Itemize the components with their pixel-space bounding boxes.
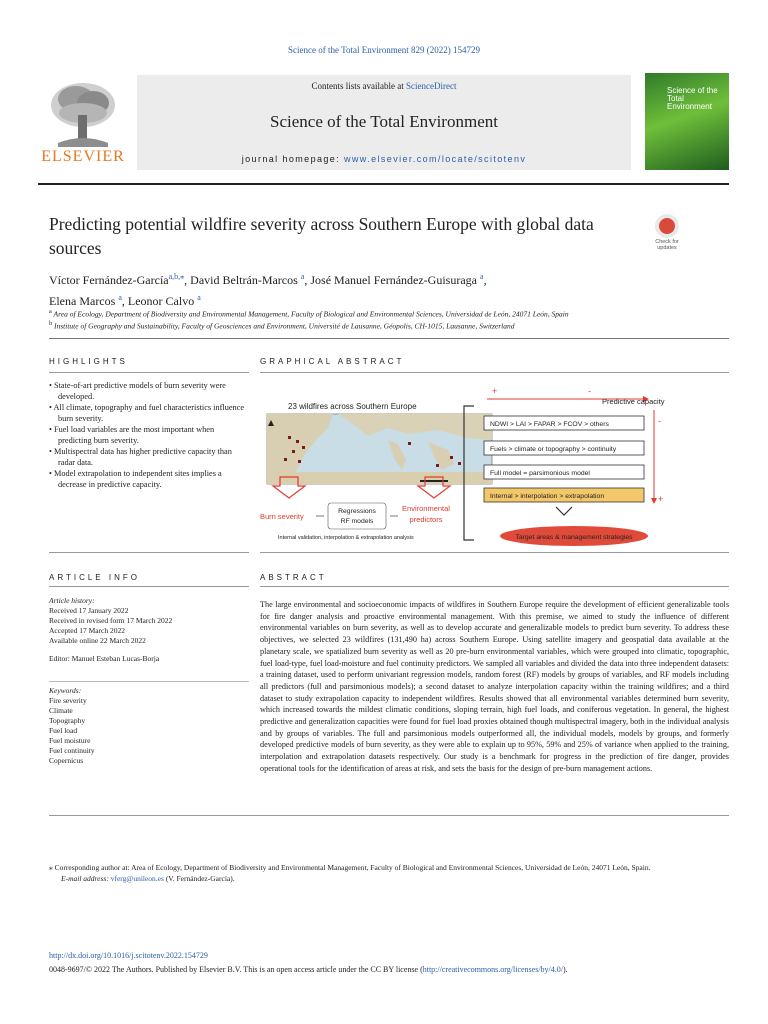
editor: Editor: Manuel Esteban Lucas-Borja <box>49 654 160 663</box>
check-updates-label: Check for updates <box>655 239 679 251</box>
author-name[interactable]: David Beltrán-Marcos <box>190 273 298 287</box>
list-item: • Model extrapolation to independent sites implies a decrease in predictive capacity. <box>49 468 249 490</box>
list-item: • All climate, topography and fuel characteristics influence burn severity. <box>49 402 249 424</box>
author-list <box>49 268 669 310</box>
abstract-heading: ABSTRACT <box>260 573 327 582</box>
abstract-text: The large environmental and socioeconomic impacts of wildfires in Southern Europe require the development of efficient generalizable tools for fire danger analysis and proactive environmental management. With this premise, we aimed to study the influence of different environmental variables on burn severity, as well as to develop accurate and generalizable models to predict burn severity. To address these objectives, we selected 23 wildfires (131,490 ha) across Southern Europe. Using satellite imagery and geospatial data available at the planetary scale, we spatialized burn severity as well as 20 pre-burn environmental variables, which were grouped into climatic, topographic, fuel load-type, fuel load-moisture and fuel continuity predictors. We sampled all variables and divided the data into three independent datasets: a training dataset, used to perform univariant regression models, random forest (RF) models by groups of variables, and RF models including all predictors (full and parsimonious models); a second dataset to analyze interpolation capacity within the training wildfires; and a third dataset to study extrapolation capacity to independent wildfires. Results showed that all environmental variables determined burn severity, which increased towards the mildest climatic conditions, sloping terrain, high fuel loads, and coniferous vegetation. In general, the highest predictive and generalization capacities were found for fuel load proxies obtained though multispectral imagery, both in the individual analysis and by groups of variables. The full and parsimonious models outperformed all, the individual models, models by groups, and formerly developed predictive models of burn severity, as they were able to explain up to 95%, 59% and 25% of variance when applied to the training, interpolation and extrapolation datasets respectively. Our study is a benchmark for progress in the prediction of fire danger, provides operational tools for the identification of areas at risk, and sets the basis for the design of pre-burn management actions. <box>260 600 729 773</box>
check-updates-icon <box>655 214 679 238</box>
author-separator: , <box>121 294 128 308</box>
license-line <box>49 965 729 974</box>
article-info-rule <box>49 586 249 587</box>
article-info-divider <box>49 681 249 682</box>
map-title: 23 wildfires across Southern Europe <box>288 402 417 411</box>
author-name[interactable]: Elena Marcos <box>49 294 116 308</box>
contents-prefix: Contents lists available at <box>311 81 406 91</box>
email-label: E-mail address: <box>61 873 109 883</box>
author-name[interactable]: José Manuel Fernández-Guisuraga <box>310 273 477 287</box>
highlights-list <box>49 380 249 490</box>
graphical-abstract-bottom-rule <box>260 552 729 553</box>
affiliation-b <box>49 320 729 331</box>
keyword: Fuel moisture <box>49 736 91 745</box>
author-affiliation-mark[interactable]: a <box>300 272 305 281</box>
journal-reference[interactable]: Science of the Total Environment 829 (2022) 154729 <box>288 45 480 55</box>
highlights-rule <box>49 372 249 373</box>
article-history <box>49 596 249 664</box>
homepage-prefix: journal homepage: <box>241 154 344 164</box>
author-affiliation-mark[interactable]: a <box>118 293 122 302</box>
article-title: Predicting potential wildfire severity across Southern Europe with global data sources <box>49 214 594 258</box>
minus-sign-top: - <box>588 386 591 396</box>
author-affiliation-mark[interactable]: a <box>480 272 484 281</box>
article-info-heading: ARTICLE INFO <box>49 573 140 582</box>
license-prefix: 0048-9697/© 2022 The Authors. Published by Elsevier B.V. This is an open access article under the CC BY license ( <box>49 965 423 974</box>
author-separator: , <box>483 273 487 287</box>
africa-land <box>267 472 492 484</box>
highlights-heading: HIGHLIGHTS <box>49 357 128 366</box>
author-affiliation-mark[interactable]: a <box>197 293 201 302</box>
environmental-label: Environmental <box>402 504 450 513</box>
journal-cover[interactable] <box>645 73 729 170</box>
validation-label: Internal validation, interpolation & extrapolation analysis <box>278 535 414 541</box>
affiliation-text: Area of Ecology, Department of Biodiversity and Environmental Management, Faculty of Biological and Environmental Sciences, Universidad de León, 24071 León, Spain <box>53 309 569 319</box>
affiliation-text: Institute of Geography and Sustainability, Faculty of Geosciences and Environment, Université de Lausanne, Géopolis, CH-1015, Lausanne, Switzerland <box>54 321 515 331</box>
doi-link[interactable]: http://dx.doi.org/10.1016/j.scitotenv.2022.154729 <box>49 951 208 960</box>
elsevier-wordmark: ELSEVIER <box>41 148 125 165</box>
chevron-down-icon <box>556 507 572 515</box>
author-separator: , <box>184 273 191 287</box>
check-for-updates-badge[interactable] <box>645 214 689 262</box>
homepage-link[interactable]: www.elsevier.com/locate/scitotenv <box>344 154 527 164</box>
row-text-4: Internal > interpolation > extrapolation <box>490 493 605 500</box>
corresponding-author-footnote <box>49 863 729 884</box>
list-item: • Multispectral data has higher predictive capacity than radar data. <box>49 446 249 468</box>
license-suffix: ). <box>563 965 568 974</box>
author-affiliation-mark[interactable]: a,b,⁎ <box>168 272 185 281</box>
journal-title[interactable]: Science of the Total Environment <box>270 112 498 131</box>
graphical-abstract-figure[interactable] <box>258 380 729 550</box>
affiliation-mark: a <box>49 308 52 315</box>
author-name[interactable]: Leonor Calvo <box>127 294 195 308</box>
authors-rule <box>49 338 729 339</box>
predictive-capacity-label: Predictive capacity <box>602 397 665 406</box>
keyword: Fuel continuity <box>49 746 95 755</box>
list-item: • State-of-art predictive models of burn severity were developed. <box>49 380 249 402</box>
keyword: Copernicus <box>49 756 84 765</box>
history-item: Received 17 January 2022 <box>49 606 129 615</box>
keyword: Fuel load <box>49 726 78 735</box>
keywords-label: Keywords: <box>49 686 82 695</box>
rf-models-label: RF models <box>340 518 374 525</box>
target-label: Target areas & management strategies <box>515 534 633 541</box>
corresponding-author-text: ⁎ Corresponding author at: Area of Ecology, Department of Biodiversity and Environmental Management, Faculty of Biological and Environmental Sciences, Universidad de León, 24071 León, Spain. <box>49 863 651 872</box>
contents-line <box>137 81 631 91</box>
email-link[interactable]: vferg@unileon.es <box>110 873 164 883</box>
regressions-label: Regressions <box>338 508 376 515</box>
predictors-label: predictors <box>409 515 443 524</box>
keyword: Fire severity <box>49 696 87 705</box>
history-item: Received in revised form 17 March 2022 <box>49 616 173 625</box>
license-link[interactable]: http://creativecommons.org/licenses/by/4.0/ <box>422 965 564 974</box>
journal-homepage <box>137 154 631 164</box>
email-line <box>49 874 729 885</box>
affiliation-a <box>49 308 729 319</box>
graphical-abstract-heading: GRAPHICAL ABSTRACT <box>260 357 405 366</box>
affiliation-mark: b <box>49 320 53 327</box>
plus-sign-right: + <box>658 494 664 504</box>
plus-sign-top: + <box>492 386 498 396</box>
email-name: (V. Fernández-García). <box>163 873 235 883</box>
keyword: Topography <box>49 716 86 725</box>
history-item: Accepted 17 March 2022 <box>49 626 126 635</box>
minus-sign-right: - <box>658 416 661 426</box>
row-text-3: Full model = parsimonious model <box>490 470 590 477</box>
arrowhead-down-icon <box>651 498 657 504</box>
author-name[interactable]: Víctor Fernández-García <box>49 273 169 287</box>
history-label: Article history: <box>49 596 95 605</box>
graphical-abstract-rule <box>260 372 729 373</box>
abstract-rule <box>260 586 729 587</box>
regressions-box <box>328 503 386 529</box>
header-rule <box>38 183 729 185</box>
history-item: Available online 22 March 2022 <box>49 636 146 645</box>
keyword: Climate <box>49 706 73 715</box>
highlights-bottom-rule <box>49 552 249 553</box>
list-item: • Fuel load variables are the most important when predicting burn severity. <box>49 424 249 446</box>
keywords <box>49 686 249 766</box>
burn-severity-label: Burn severity <box>260 512 304 521</box>
row-text-2: Fuels > climate or topography > continuity <box>490 446 617 453</box>
author-separator: , <box>304 273 311 287</box>
row-text-1: NDWI > LAI > FAPAR > FCOV > others <box>490 421 609 428</box>
sciencedirect-link[interactable]: ScienceDirect <box>406 81 457 91</box>
abstract-bottom-rule <box>49 815 729 816</box>
cover-title: Science of the Total Environment <box>667 86 718 111</box>
scale-bar <box>420 480 448 482</box>
